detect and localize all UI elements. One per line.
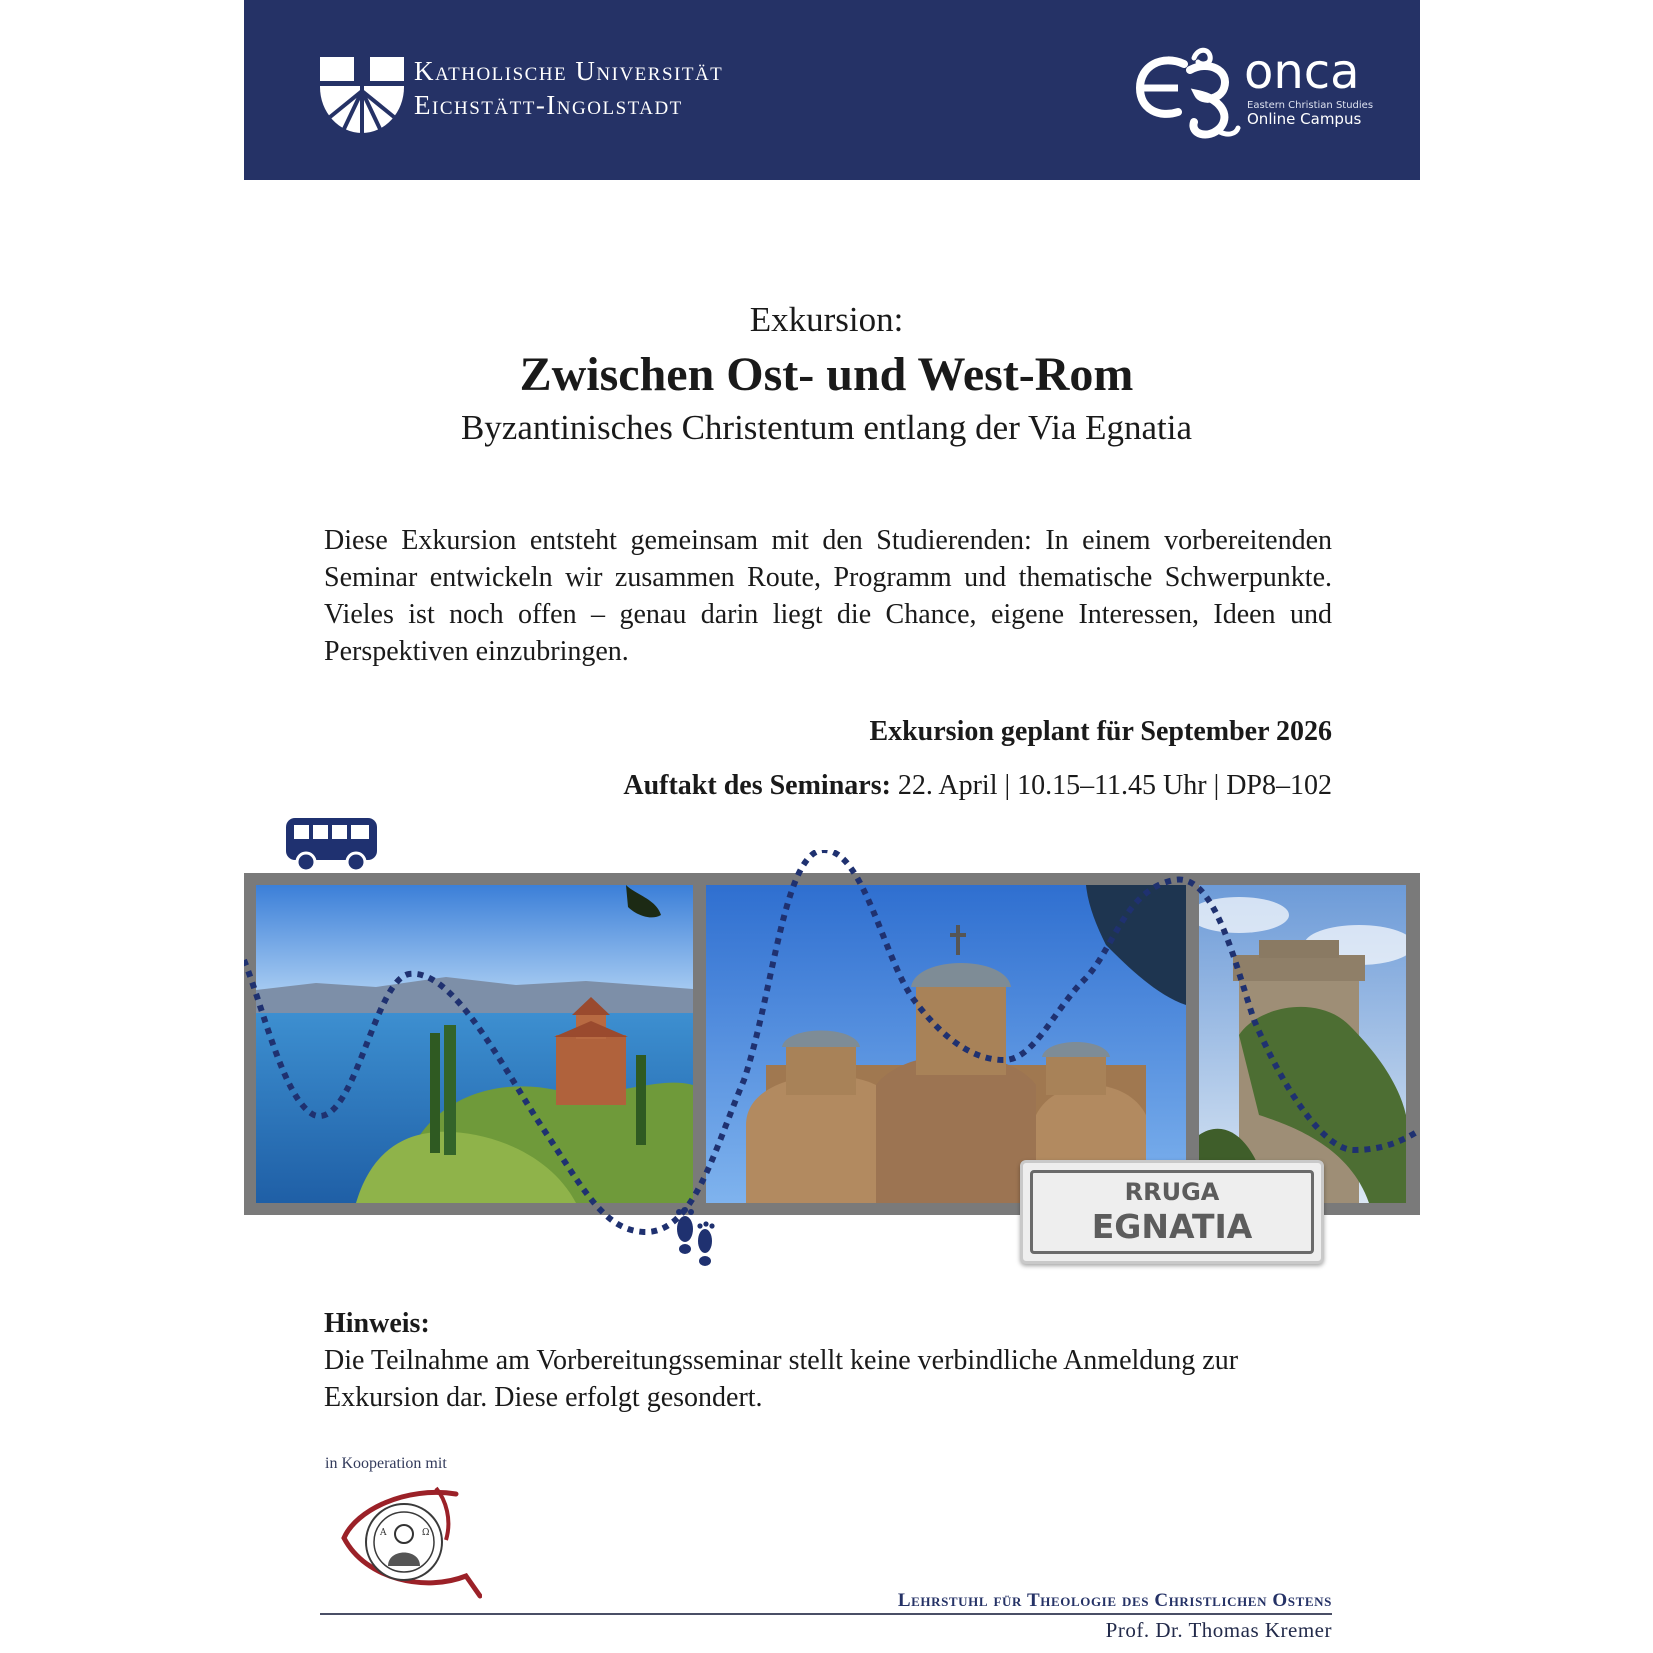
chair-name: Lehrstuhl für Theologie des Christlichen Ostens (897, 1590, 1332, 1611)
cooperation-label: in Kooperation mit (325, 1455, 447, 1472)
university-line-1: Katholische Universität (414, 56, 724, 86)
university-name (414, 54, 723, 122)
photo-lake-ohrid-church (256, 885, 693, 1203)
header-banner (244, 0, 1420, 180)
page-subtitle: Byzantinisches Christentum entlang der Via Egnatia (460, 408, 1193, 447)
onca-campus: Online Campus (1247, 110, 1362, 128)
ku-shield-logo (320, 57, 404, 133)
collegium-orientale-seal (336, 1480, 482, 1602)
footer-rule (320, 1613, 1332, 1615)
university-line-2: Eichstätt-Ingolstadt (414, 90, 683, 120)
onca-wordmark: onca (1244, 44, 1360, 100)
photo-white-tower (1199, 885, 1406, 1203)
onca-glyph-logo (1132, 44, 1242, 144)
street-sign-line-1: RRUGA (1124, 1178, 1220, 1206)
street-sign (1020, 1160, 1324, 1264)
onca-subtitle: Eastern Christian Studies (1247, 100, 1374, 111)
svg-text:A: A (380, 1528, 387, 1538)
seminar-kickoff (623, 770, 1332, 802)
notice-text: Die Teilnahme am Vorbereitungsseminar stellt keine verbindliche Anmeldung zur Exkursion dar. Diese erfolgt gesondert. (324, 1345, 1239, 1413)
street-sign-plate (1030, 1170, 1314, 1254)
bus-icon (284, 816, 379, 872)
page-title: Zwischen Ost- und West-Rom (519, 348, 1134, 401)
svg-text:Ω: Ω (422, 1528, 430, 1538)
professor-name: Prof. Dr. Thomas Kremer (1105, 1618, 1332, 1642)
title-prefix: Exkursion: (749, 300, 904, 339)
notice-heading: Hinweis: (324, 1308, 430, 1339)
intro-paragraph: Diese Exkursion entsteht gemeinsam mit den Studierenden: In einem vorbereitenden Seminar entwickeln wir zusammen Route, Programm und thematische Schwerpunkte. Vieles ist noch offen – genau darin liegt die Chance, eigene Interessen, Ideen und Perspektiven einzubringen. (324, 525, 1332, 667)
planned-date: Exkursion geplant für September 2026 (869, 716, 1332, 747)
street-sign-line-2: EGNATIA (1091, 1207, 1253, 1246)
kickoff-label: Auftakt des Seminars: (623, 770, 891, 801)
photo-byzantine-monastery (706, 885, 1186, 1203)
kickoff-details: 22. April | 10.15–11.45 Uhr | DP8–102 (897, 770, 1332, 801)
footprints-icon (673, 1205, 717, 1269)
